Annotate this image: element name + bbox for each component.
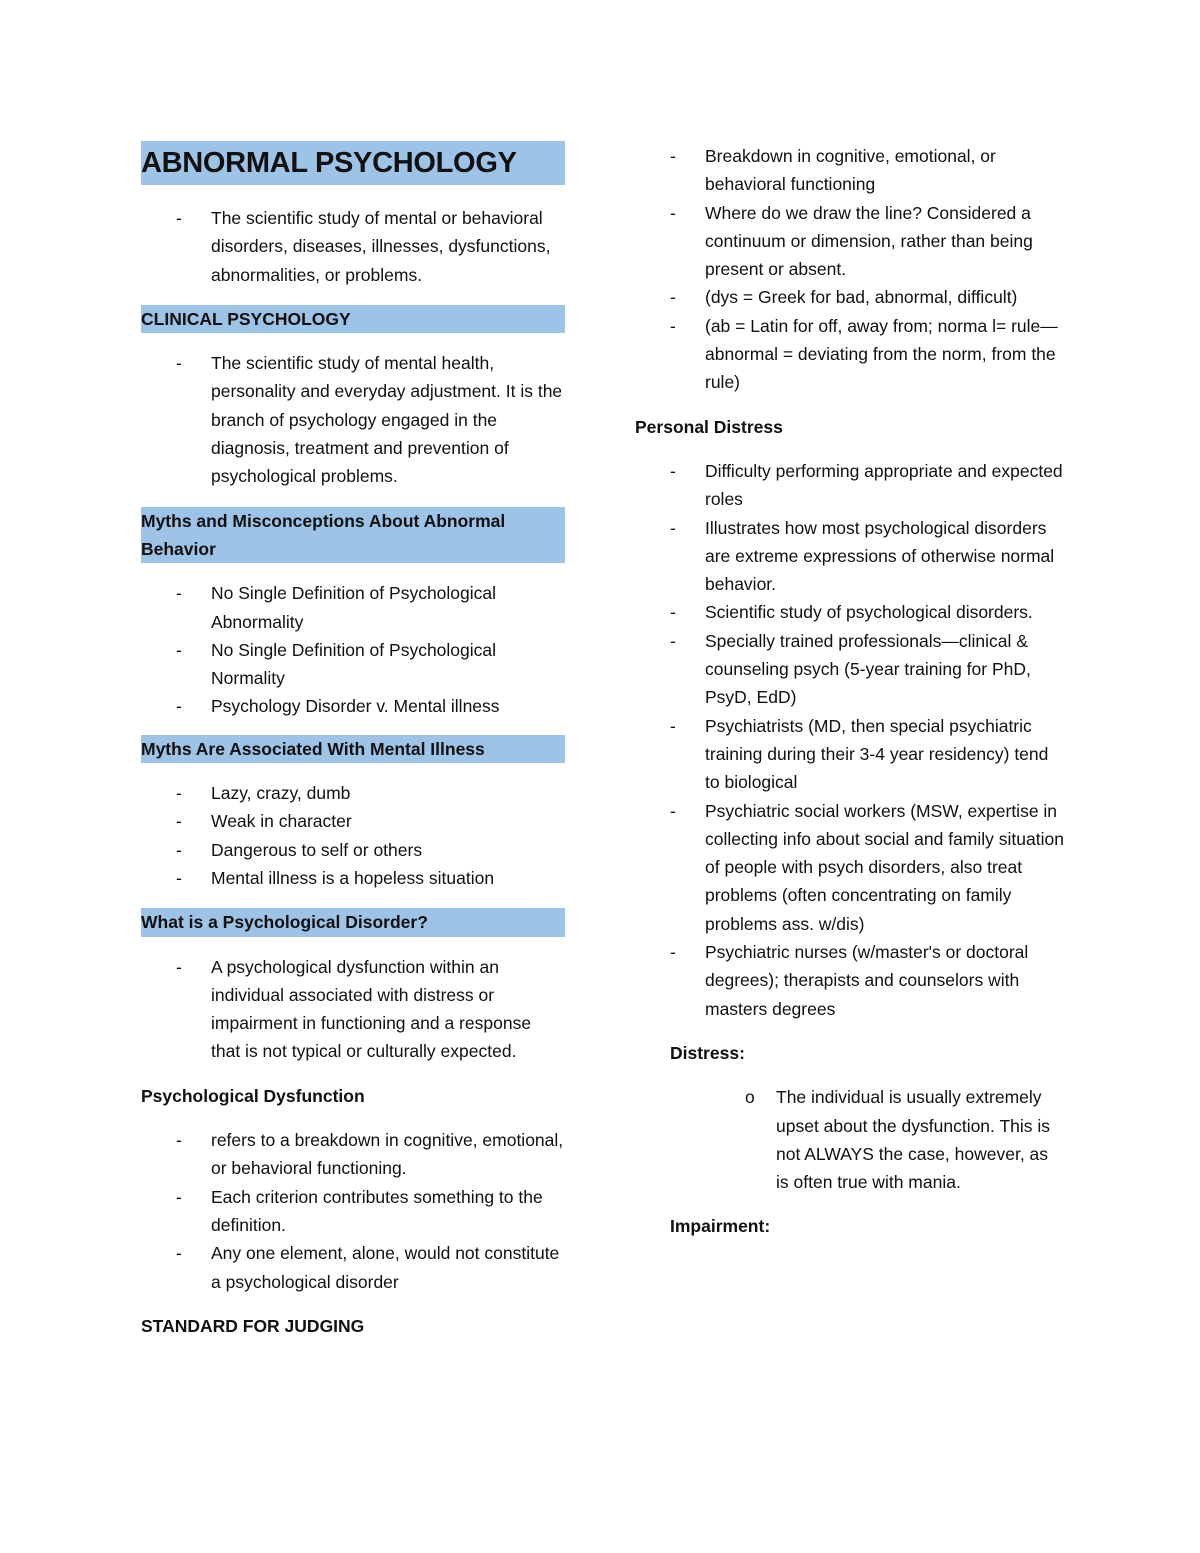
personal-distress-heading: Personal Distress xyxy=(635,416,783,437)
list-item: - Psychiatric social workers (MSW, expertise in collecting info about social and family situation of people with psych disorders, also treat problems (often concentrating on family problems ass. w/dis) xyxy=(635,797,1065,938)
disorder-list xyxy=(141,953,565,1066)
list-item-text: The individual is usually extremely upset about the dysfunction. This is not ALWAYS the case, however, as is often true with mania. xyxy=(776,1087,1051,1193)
left-column xyxy=(141,141,565,1340)
list-item: - Where do we draw the line? Considered a continuum or dimension, rather than being present or absent. xyxy=(635,199,1065,284)
list-item: - Difficulty performing appropriate and expected roles xyxy=(635,457,1065,514)
circle-bullet-icon: o xyxy=(745,1087,755,1108)
list-item: - Psychology Disorder v. Mental illness xyxy=(141,692,565,720)
clinical-heading: CLINICAL PSYCHOLOGY xyxy=(141,305,565,333)
list-item: - The scientific study of mental or behavioral disorders, diseases, illnesses, dysfunctions, abnormalities, or problems. xyxy=(141,204,565,289)
abnormal-list xyxy=(141,204,565,289)
list-item: - Specially trained professionals—clinical & counseling psych (5-year training for PhD, PsyD, EdD) xyxy=(635,627,1065,712)
right-column xyxy=(635,141,1065,1241)
personal-distress-list xyxy=(635,457,1065,1023)
list-item: - Any one element, alone, would not constitute a psychological disorder xyxy=(141,1239,565,1296)
list-item: - Mental illness is a hopeless situation xyxy=(141,864,565,892)
list-item: - Psychiatric nurses (w/master's or doctoral degrees); therapists and counselors with masters degrees xyxy=(635,938,1065,1023)
assoc-heading: Myths Are Associated With Mental Illness xyxy=(141,735,565,763)
list-item: - No Single Definition of Psychological Normality xyxy=(141,636,565,693)
distress-heading: Distress: xyxy=(670,1042,745,1063)
list-item: - Illustrates how most psychological disorders are extreme expressions of otherwise normal behavior. xyxy=(635,514,1065,599)
list-item: - A psychological dysfunction within an individual associated with distress or impairment in functioning and a response that is not typical or culturally expected. xyxy=(141,953,565,1066)
list-item: - No Single Definition of Psychological Abnormality xyxy=(141,579,565,636)
page-title: ABNORMAL PSYCHOLOGY xyxy=(141,141,565,185)
top-list xyxy=(635,142,1065,397)
list-item: - Weak in character xyxy=(141,807,565,835)
standard-heading: STANDARD FOR JUDGING xyxy=(141,1315,365,1336)
list-item: - refers to a breakdown in cognitive, emotional, or behavioral functioning. xyxy=(141,1126,565,1183)
impairment-heading: Impairment: xyxy=(670,1216,771,1237)
dysfunction-heading: Psychological Dysfunction xyxy=(141,1085,365,1106)
list-item xyxy=(635,1083,1065,1196)
list-item: - Breakdown in cognitive, emotional, or behavioral functioning xyxy=(635,142,1065,199)
list-item: - (dys = Greek for bad, abnormal, difficult) xyxy=(635,283,1065,311)
dysfunction-list xyxy=(141,1126,565,1296)
disorder-heading: What is a Psychological Disorder? xyxy=(141,908,565,936)
myths-list xyxy=(141,579,565,720)
list-item: - Dangerous to self or others xyxy=(141,836,565,864)
clinical-list xyxy=(141,349,565,490)
assoc-list xyxy=(141,779,565,892)
list-item: - Psychiatrists (MD, then special psychiatric training during their 3-4 year residency) tend to biological xyxy=(635,712,1065,797)
list-item: - Scientific study of psychological disorders. xyxy=(635,598,1065,626)
list-item: - Lazy, crazy, dumb xyxy=(141,779,565,807)
list-item: - The scientific study of mental health, personality and everyday adjustment. It is the branch of psychology engaged in the diagnosis, treatment and prevention of psychological problems. xyxy=(141,349,565,490)
list-item: - (ab = Latin for off, away from; norma l= rule— abnormal = deviating from the norm, from the rule) xyxy=(635,312,1065,397)
distress-list xyxy=(635,1083,1065,1196)
myths-heading: Myths and Misconceptions About Abnormal Behavior xyxy=(141,507,565,564)
list-item: - Each criterion contributes something to the definition. xyxy=(141,1183,565,1240)
